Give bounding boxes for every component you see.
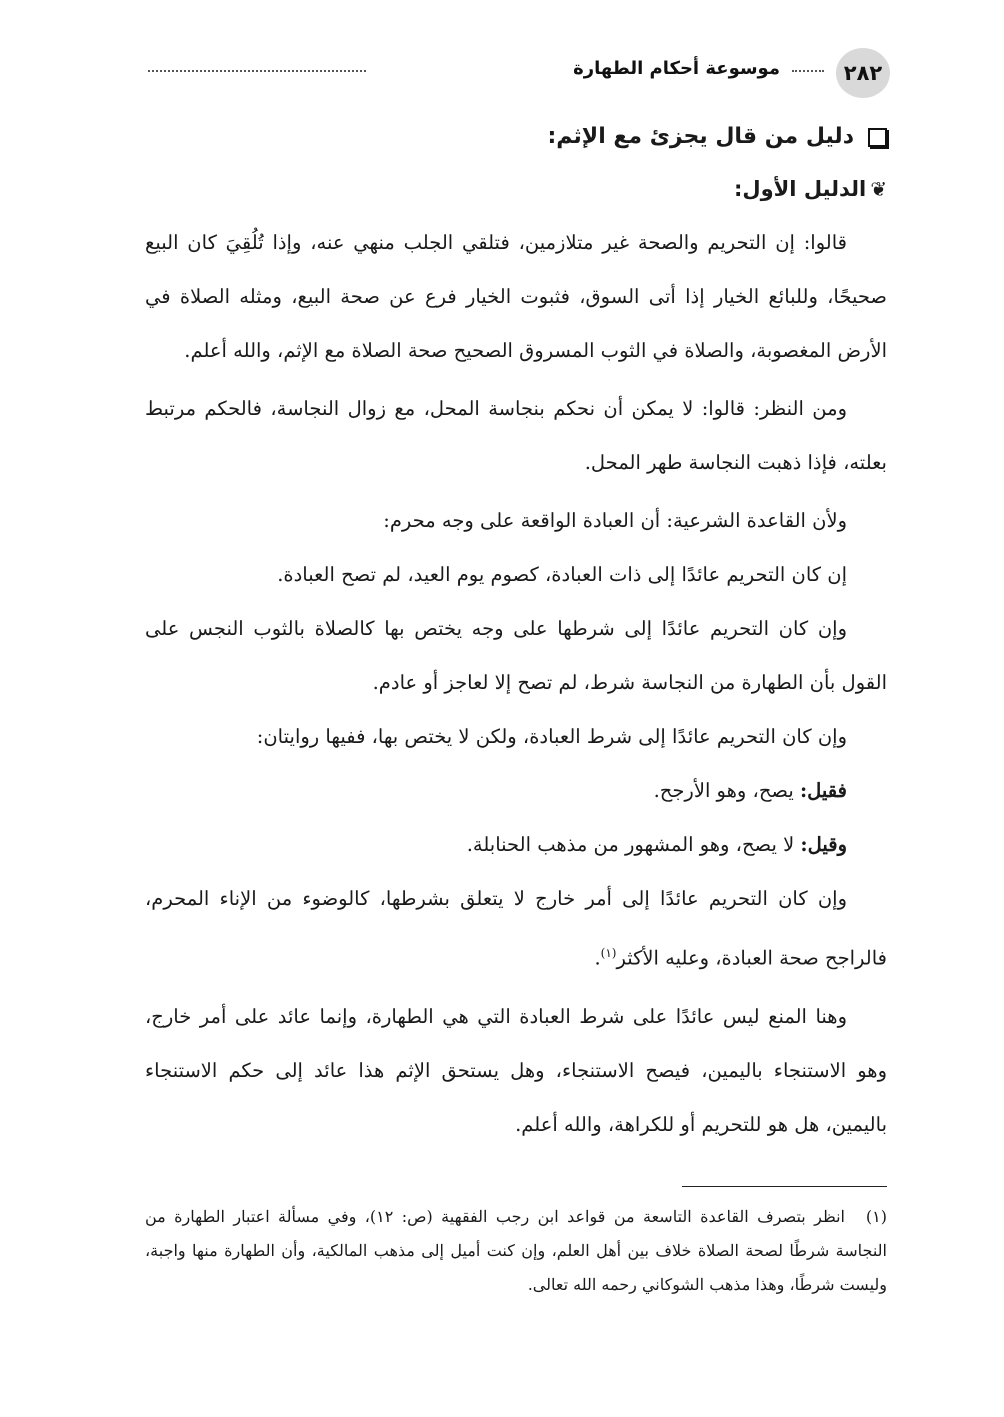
section-heading-text: دليل من قال يجزئ مع الإثم:: [547, 124, 854, 149]
paragraph-7-text: يصح، وهو الأرجح.: [653, 779, 800, 802]
paragraph-9-end: .: [594, 946, 601, 970]
footnote-divider: [682, 1186, 887, 1187]
paragraph-8-lead: وقيل:: [800, 833, 847, 856]
running-title: موسوعة أحكام الطهارة: [573, 58, 780, 79]
sub-heading: [145, 162, 887, 216]
paragraph-6: وإن كان التحريم عائدًا إلى شرط العبادة، ولكن لا يختص بها، ففيها روايتان:: [256, 725, 847, 748]
paragraph-10: وهنا المنع ليس عائدًا على شرط العبادة التي هي الطهارة، وإنما عائد على أمر خارج، وهو الاستنجاء باليمين، فيصح الاستنجاء، وهل يستحق الإثم هذا عائد إلى حكم الاستنجاء باليمين، هل هو للتحريم أو للكراهة، والله أعلم.: [145, 1004, 887, 1136]
paragraph-7-lead: فقيل:: [799, 779, 847, 802]
footnote-1: [145, 1200, 887, 1302]
main-text: [145, 112, 887, 1152]
square-bullet-icon: [868, 128, 887, 147]
footnote-text: انظر بتصرف القاعدة التاسعة من قواعد ابن رجب الفقهية (ص: ١٢)، وفي مسألة اعتبار الطهارة من النجاسة شرطًا لصحة الصلاة خلاف بين أهل العلم، وإن كنت أميل إلى مذهب المالكية، وأن الطهارة منها واجبة، وليست شرطًا، وهذا مذهب الشوكاني رحمه الله تعالى.: [145, 1207, 887, 1294]
paragraph-8-text: لا يصح، وهو المشهور من مذهب الحنابلة.: [466, 833, 801, 856]
paragraph-3: ولأن القاعدة الشرعية: أن العبادة الواقعة على وجه محرم:: [383, 509, 847, 532]
paragraph-7: [145, 764, 887, 818]
leaf-icon: ❦: [870, 177, 887, 201]
section-heading: [145, 112, 887, 162]
page-header: [148, 48, 890, 98]
paragraph-9-text: وإن كان التحريم عائدًا إلى أمر خارج لا يتعلق بشرطها، كالوضوء من الإناء المحرم، فالراجح صحة العبادة، وعليه الأكثر: [145, 887, 887, 970]
paragraph-9: [145, 872, 887, 986]
paragraph-2: ومن النظر: قالوا: لا يمكن أن نحكم بنجاسة المحل، مع زوال النجاسة، فالحكم مرتبط بعلته، فإذا ذهبت النجاسة طهر المحل.: [145, 397, 887, 474]
paragraph-1: قالوا: إن التحريم والصحة غير متلازمين، فتلقي الجلب منهي عنه، وإذا تُلُقِيَ كان البيع صحيحًا، وللبائع الخيار إذا أتى السوق، فثبوت الخيار فرع عن صحة البيع، ومثله الصلاة في الأرض المغصوبة، والصلاة في الثوب المسروق الصحيح صحة الصلاة مع الإثم، والله أعلم.: [145, 231, 887, 362]
footnote-number: (١): [865, 1207, 887, 1226]
paragraph-4: إن كان التحريم عائدًا إلى ذات العبادة، كصوم يوم العيد، لم تصح العبادة.: [277, 563, 847, 586]
sub-heading-text: الدليل الأول:: [734, 177, 867, 201]
page-number: ٢٨٢: [836, 48, 890, 98]
footnote-reference[interactable]: (١): [600, 946, 617, 960]
paragraph-5: وإن كان التحريم عائدًا إلى شرطها على وجه يختص بها كالصلاة بالثوب النجس على القول بأن الطهارة من النجاسة شرط، لم تصح إلا لعاجز أو عادم.: [145, 617, 887, 694]
paragraph-8: [145, 818, 887, 872]
header-dotted-leader-right: [792, 70, 824, 72]
header-dotted-leader-left: [148, 70, 366, 72]
footnotes: [145, 1200, 887, 1302]
